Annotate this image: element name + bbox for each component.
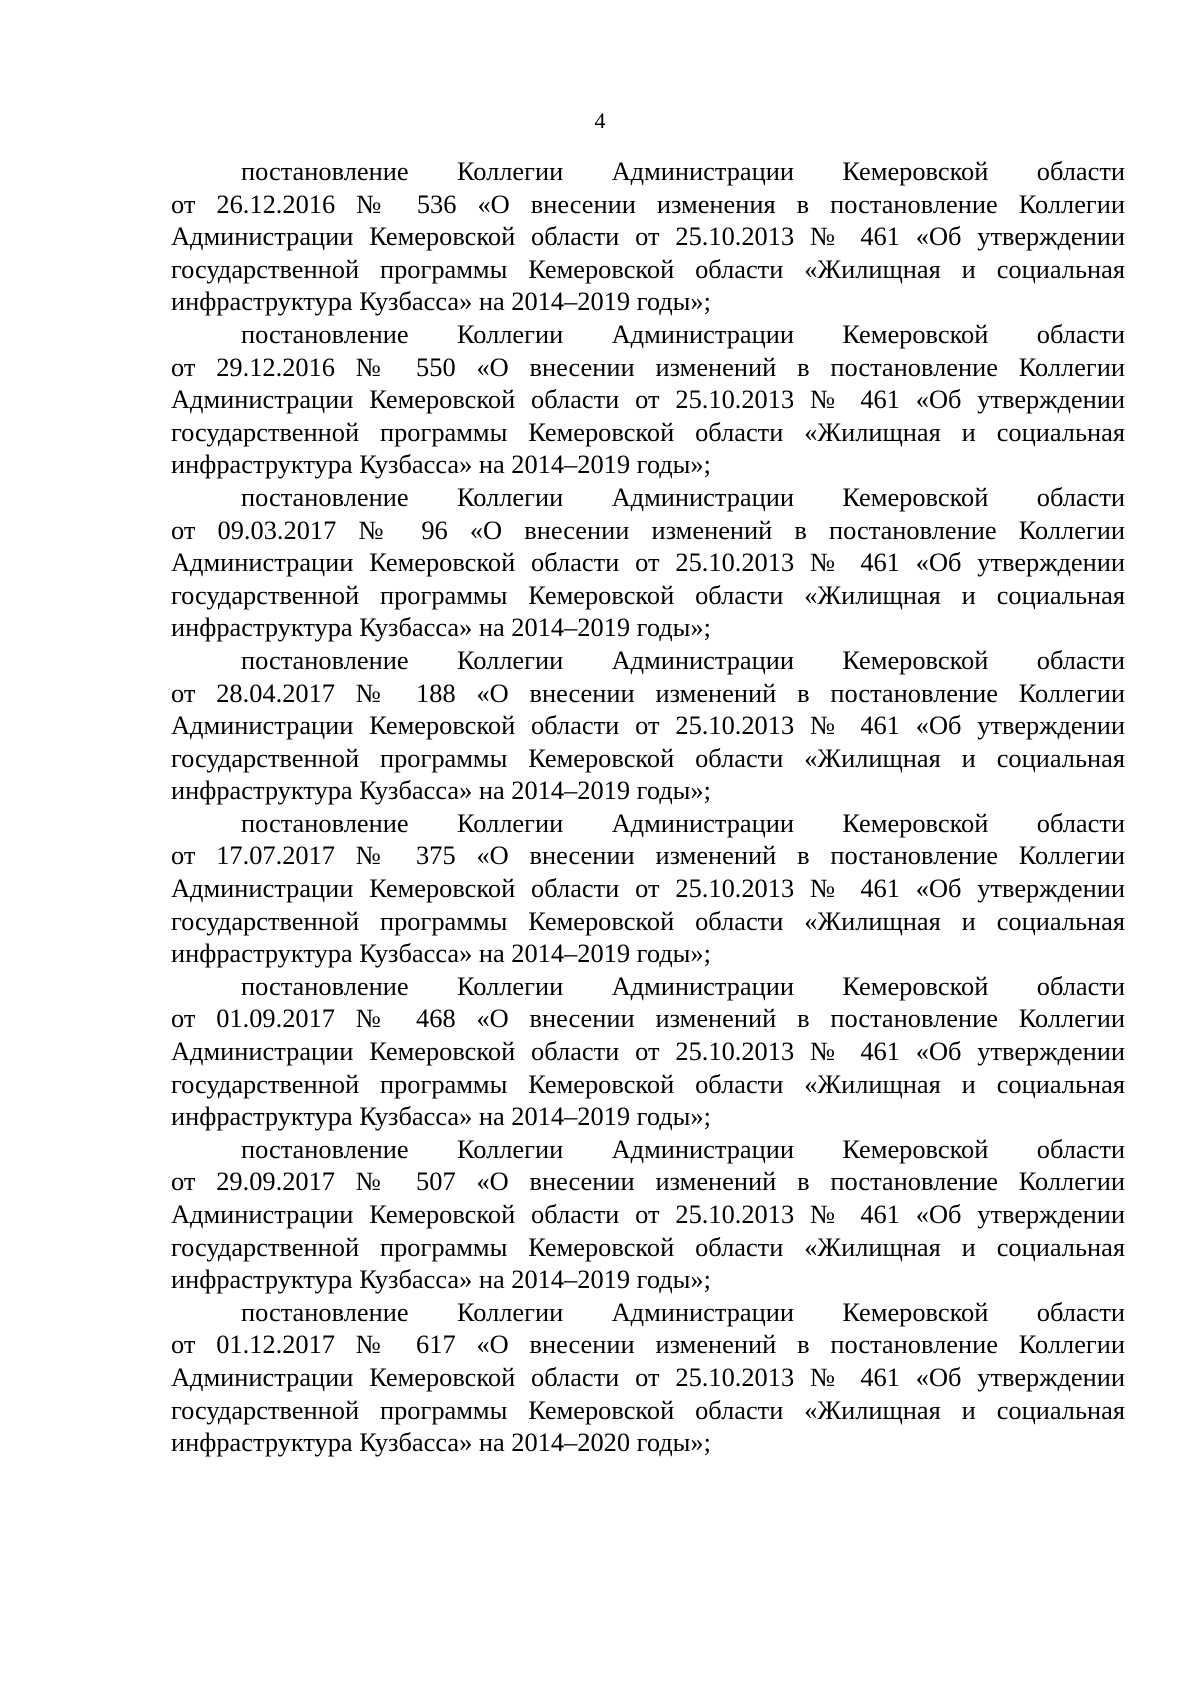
- entry-line: Администрации Кемеровской области от 25.10.2013 № 461 «Об утверждении: [171, 1199, 1125, 1229]
- resolution-entry: [171, 970, 1125, 1133]
- resolution-entry: [171, 481, 1125, 644]
- entry-line: инфраструктура Кузбасса» на 2014–2019 годы»;: [171, 449, 711, 480]
- entry-line: инфраструктура Кузбасса» на 2014–2019 годы»;: [171, 938, 711, 969]
- resolution-entry: [171, 155, 1125, 318]
- page-number: 4: [594, 108, 606, 133]
- entry-line: постановление Коллегии Администрации Кемеровской области: [241, 644, 1125, 675]
- entry-line: государственной программы Кемеровской области «Жилищная и социальная: [171, 1394, 1125, 1425]
- entry-line: инфраструктура Кузбасса» на 2014–2019 годы»;: [171, 1101, 711, 1132]
- entry-line: государственной программы Кемеровской области «Жилищная и социальная: [171, 1068, 1125, 1099]
- entry-line: Администрации Кемеровской области от 25.10.2013 № 461 «Об утверждении: [171, 710, 1125, 741]
- entry-line: Администрации Кемеровской области от 25.10.2013 № 461 «Об утверждении: [171, 547, 1125, 578]
- entry-line: постановление Коллегии Администрации Кемеровской области: [241, 1296, 1125, 1327]
- entry-line: от 01.09.2017 № 468 «О внесении изменений в постановление Коллегии: [171, 1003, 1125, 1034]
- entry-line: от 26.12.2016 № 536 «О внесении изменения в постановление Коллегии: [171, 188, 1125, 219]
- resolution-entry: [171, 1296, 1125, 1459]
- entry-line: инфраструктура Кузбасса» на 2014–2019 годы»;: [171, 286, 711, 317]
- entry-line: постановление Коллегии Администрации Кемеровской области: [241, 807, 1125, 838]
- entry-line: Администрации Кемеровской области от 25.10.2013 № 461 «Об утверждении: [171, 1036, 1125, 1067]
- entry-line: постановление Коллегии Администрации Кемеровской области: [241, 318, 1125, 349]
- entry-line: постановление Коллегии Администрации Кемеровской области: [241, 481, 1125, 512]
- resolution-entry: [171, 807, 1125, 970]
- entry-line: инфраструктура Кузбасса» на 2014–2020 годы»;: [171, 1427, 711, 1458]
- entry-line: от 01.12.2017 № 617 «О внесении изменений в постановление Коллегии: [171, 1329, 1125, 1360]
- entry-line: инфраструктура Кузбасса» на 2014–2019 годы»;: [171, 612, 711, 643]
- entry-line: государственной программы Кемеровской области «Жилищная и социальная: [171, 579, 1125, 610]
- entry-line: постановление Коллегии Администрации Кемеровской области: [241, 1133, 1125, 1164]
- entry-line: от 17.07.2017 № 375 «О внесении изменений в постановление Коллегии: [171, 840, 1125, 871]
- resolution-entry: [171, 318, 1125, 481]
- entry-line: Администрации Кемеровской области от 25.10.2013 № 461 «Об утверждении: [171, 873, 1125, 904]
- entry-line: постановление Коллегии Администрации Кемеровской области: [241, 156, 1125, 186]
- entry-line: инфраструктура Кузбасса» на 2014–2019 годы»;: [171, 1264, 711, 1295]
- entry-line: государственной программы Кемеровской области «Жилищная и социальная: [171, 416, 1125, 447]
- entry-line: от 09.03.2017 № 96 «О внесении изменений в постановление Коллегии: [171, 514, 1125, 545]
- entry-line: государственной программы Кемеровской области «Жилищная и социальная: [171, 1231, 1125, 1262]
- entry-line: инфраструктура Кузбасса» на 2014–2019 годы»;: [171, 775, 711, 806]
- resolution-list: [171, 155, 1125, 1459]
- entry-line: государственной программы Кемеровской области «Жилищная и социальная: [171, 905, 1125, 936]
- entry-line: государственной программы Кемеровской области «Жилищная и социальная: [171, 253, 1125, 284]
- resolution-entry: [171, 1133, 1125, 1296]
- entry-line: от 28.04.2017 № 188 «О внесении изменений в постановление Коллегии: [171, 677, 1125, 708]
- entry-line: Администрации Кемеровской области от 25.10.2013 № 461 «Об утверждении: [171, 384, 1125, 415]
- entry-line: от 29.09.2017 № 507 «О внесении изменений в постановление Коллегии: [171, 1166, 1125, 1197]
- entry-line: постановление Коллегии Администрации Кемеровской области: [241, 970, 1125, 1001]
- entry-line: государственной программы Кемеровской области «Жилищная и социальная: [171, 742, 1125, 773]
- entry-line: от 29.12.2016 № 550 «О внесении изменений в постановление Коллегии: [171, 351, 1125, 382]
- entry-line: Администрации Кемеровской области от 25.10.2013 № 461 «Об утверждении: [171, 221, 1125, 252]
- resolution-entry: [171, 644, 1125, 807]
- entry-line: Администрации Кемеровской области от 25.10.2013 № 461 «Об утверждении: [171, 1361, 1125, 1392]
